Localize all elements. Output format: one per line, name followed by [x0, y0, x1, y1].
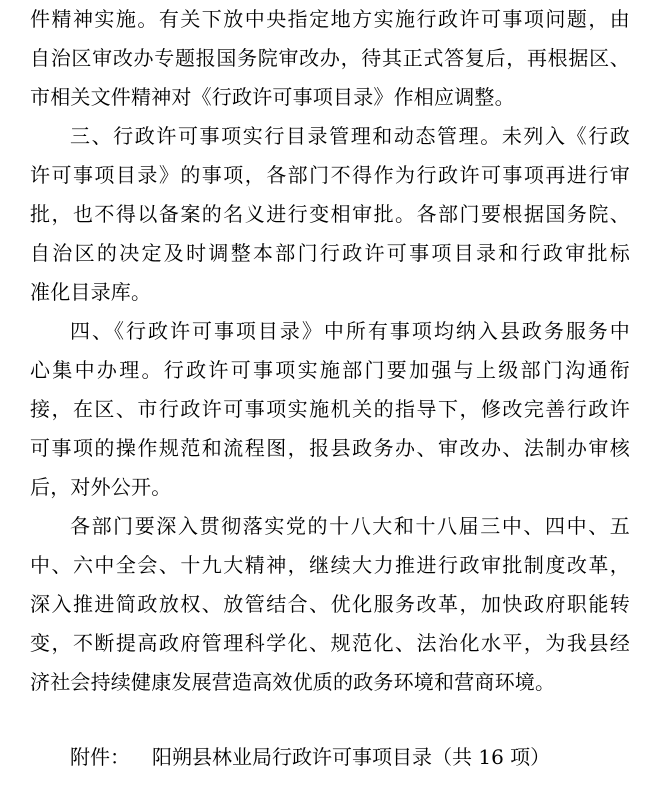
paragraph-p-four: [30, 312, 630, 507]
text-line: 许可事项目录》的事项，各部门不得作为行政许可事项再进行审: [30, 163, 630, 187]
text-line: 深入推进简政放权、放管结合、优化服务改革，加快政府职能转: [30, 592, 630, 616]
text-line: 批，也不得以备案的名义进行变相审批。各部门要根据国务院、: [30, 202, 630, 226]
text-line: 中、六中全会、十九大精神，继续大力推进行政审批制度改革，: [30, 553, 630, 577]
text-line: 三、行政许可事项实行目录管理和动态管理。未列入《行政: [70, 124, 630, 148]
attachment-line: [70, 738, 550, 777]
text-line: 心集中办理。行政许可事项实施部门要加强与上级部门沟通衔: [30, 358, 630, 382]
text-line: 后，对外公开。: [30, 475, 172, 499]
paragraph-p-three: [30, 117, 630, 312]
paragraph-p-closing: [30, 507, 630, 702]
text-line: 变，不断提高政府管理科学化、规范化、法治化水平，为我县经: [30, 631, 630, 655]
paragraph-p-prev: [30, 0, 630, 117]
text-line: 准化目录库。: [30, 280, 152, 304]
attachment-label: 附件：: [70, 745, 130, 769]
attachment-title: 阳朔县林业局行政许可事项目录（共 16 项）: [152, 745, 551, 769]
text-line: 自治区的决定及时调整本部门行政许可事项目录和行政审批标: [30, 241, 630, 265]
text-line: 可事项的操作规范和流程图，报县政务办、审改办、法制办审核: [30, 436, 630, 460]
text-line: 四、《行政许可事项目录》中所有事项均纳入县政务服务中: [70, 319, 630, 343]
text-line: 件精神实施。有关下放中央指定地方实施行政许可事项问题，由: [30, 7, 630, 31]
text-line: 自治区审改办专题报国务院审改办，待其正式答复后，再根据区、: [30, 46, 630, 70]
text-line: 济社会持续健康发展营造高效优质的政务环境和营商环境。: [30, 670, 556, 694]
text-line: 各部门要深入贯彻落实党的十八大和十八届三中、四中、五: [70, 514, 630, 538]
text-line: 市相关文件精神对《行政许可事项目录》作相应调整。: [30, 85, 515, 109]
text-line: 接，在区、市行政许可事项实施机关的指导下，修改完善行政许: [30, 397, 630, 421]
